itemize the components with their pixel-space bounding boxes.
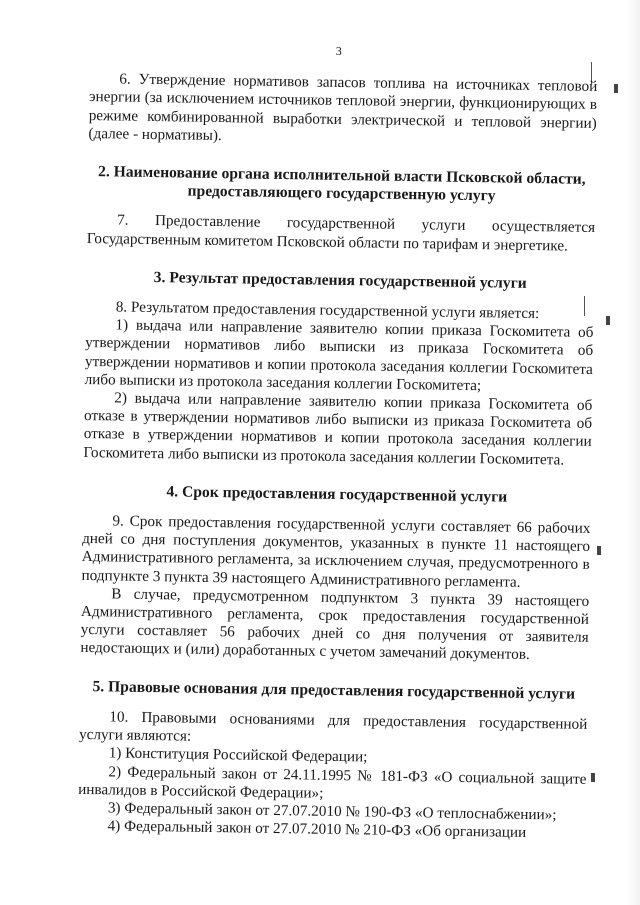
scan-artifact-mark [614, 84, 618, 93]
section-heading-5: 5. Правовые основания для предоставления государственной услуги [92, 677, 576, 703]
paragraph-9: 9. Срок предоставления государственной услуги составляет 66 рабочих дней со дня поступления документов, указанных в пункте 11 настоящего Административного регламента, за исключением случая, предусмотренного в подпункте 3 пункта 39 настоящего Административного регламента. [81, 512, 591, 591]
paragraph-8: 8. Результатом предоставления государственной услуги является: [115, 298, 540, 323]
paragraph-10-item-4: 4) Федеральный закон от 27.07.2010 № 210-ФЗ «Об организации [107, 817, 527, 842]
paragraph-8-item-1: 1) выдача или направление заявителю копии приказа Госкомитета об утверждении нормативов либо выписки из приказа Госкомитета об утверждении нормативов и копии протокола заседания коллегии Госкомитета либо выписки из протокола заседания коллегии Госкомитета; [84, 316, 594, 395]
page-number: 3 [335, 43, 342, 58]
scan-artifact-mark [591, 773, 595, 782]
paragraph-10: 10. Правовыми основаниями для предоставления государственной услуги являются: [78, 708, 588, 745]
paragraph-10-item-3: 3) Федеральный закон от 27.07.2010 № 190-ФЗ «О теплоснабжении»; [107, 799, 557, 824]
scan-artifact-mark [597, 546, 601, 555]
section-heading-2: 2. Наименование органа исполнительной власти Псковской области, предоставляющего государственную услугу [97, 163, 586, 205]
paragraph-10-item-2: 2) Федеральный закон от 24.11.1995 № 181-ФЗ «О социальной защите инвалидов в Российской Федерации»; [78, 762, 587, 802]
document-body [77, 38, 597, 843]
section-heading-3: 3. Результат предоставления государственной услуги [153, 268, 527, 292]
paragraph-8-item-2: 2) выдача или направление заявителю копии приказа Госкомитета об отказе в утверждении нормативов либо выписки из приказа Госкомитета об отказе в утверждении нормативов и копии протокола заседания коллегии Госкомитета либо выписки из протокола заседания коллегии Госкомитета. [83, 389, 593, 469]
scan-shadow [626, 0, 640, 905]
paragraph-10-item-1: 1) Конституция Российской Федерации; [108, 744, 368, 766]
scan-artifact-mark [606, 316, 610, 325]
paragraph-6: 6. Утверждение нормативов запасов топлива на источниках тепловой энергии (за исключением источников тепловой энергии, функционирующих в режиме комбинированной выработки электрической и тепловой энергии) (далее - нормативы). [88, 70, 598, 144]
section-heading-4: 4. Срок предоставления государственной услуги [166, 483, 508, 506]
paragraph-7: 7. Предоставление государственной услуги осуществляется Государственным комитетом Псковской области по тарифам и энергетике. [86, 211, 596, 255]
paragraph-9-case: В случае, предусмотренном подпунктом 3 пункта 39 настоящего Административного регламента, срок предоставления государственной услуги составляет 56 рабочих дней со дня получения от заявителя недостающих и (или) доработанных с учетом замечаний документов. [80, 585, 590, 664]
